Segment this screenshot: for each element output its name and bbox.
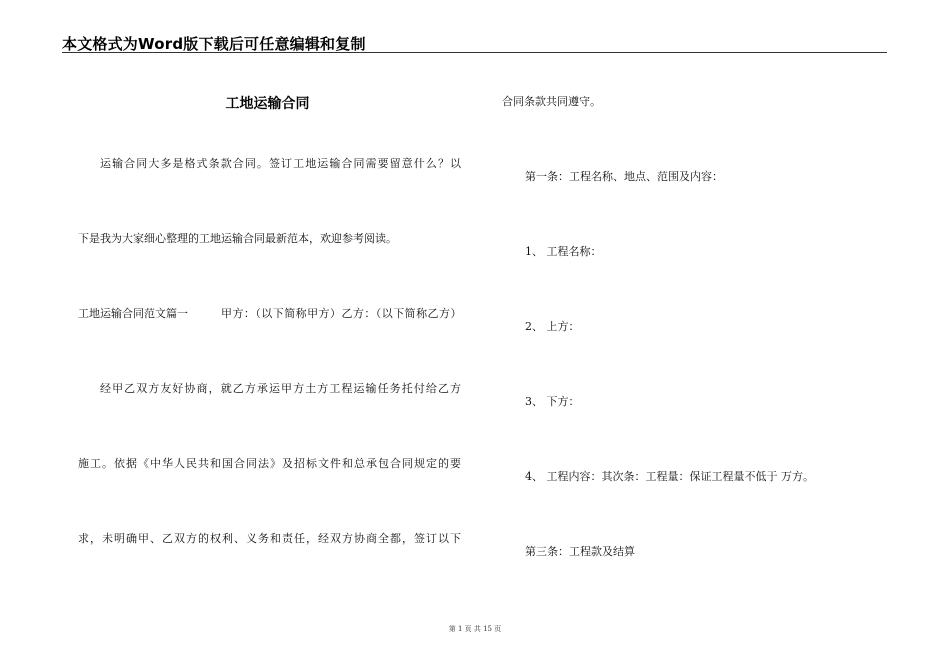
header-divider: [62, 52, 887, 53]
list-item: 2、 上方：: [525, 320, 580, 333]
document-banner: 本文格式为Word版下载后可任意编辑和复制: [62, 35, 366, 53]
page-number-footer: 第 1 页 共 15 页: [448, 625, 502, 633]
list-item: 4、 工程内容：其次条：工程量：保证工程量不低于 万方。: [525, 470, 814, 483]
list-item: 1、 工程名称：: [525, 245, 602, 258]
section-heading: 第一条：工程名称、地点、范围及内容：: [525, 170, 723, 183]
paragraph-line: 求，未明确甲、乙双方的权利、义务和责任，经双方协商全都，签订以下: [78, 532, 462, 545]
paragraph-line: 施工。依据《中华人民共和国合同法》及招标文件和总承包合同规定的要: [78, 457, 462, 470]
paragraph-line: 甲方：（以下简称甲方）乙方：（以下简称乙方）: [221, 307, 462, 320]
paragraph-line: 运输合同大多是格式条款合同。签订工地运输合同需要留意什么？以: [100, 157, 463, 170]
paragraph-line: 下是我为大家细心整理的工地运输合同最新范本，欢迎参考阅读。: [78, 232, 397, 245]
list-item: 3、 下方：: [525, 395, 580, 408]
section-heading: 第三条：工程款及结算: [525, 545, 635, 558]
document-title: 工地运输合同: [225, 96, 310, 112]
paragraph-line: 工地运输合同范文篇一: [78, 307, 188, 320]
paragraph-line: 合同条款共同遵守。: [502, 95, 601, 108]
paragraph-line: 经甲乙双方友好协商，就乙方承运甲方土方工程运输任务托付给乙方: [100, 382, 463, 395]
